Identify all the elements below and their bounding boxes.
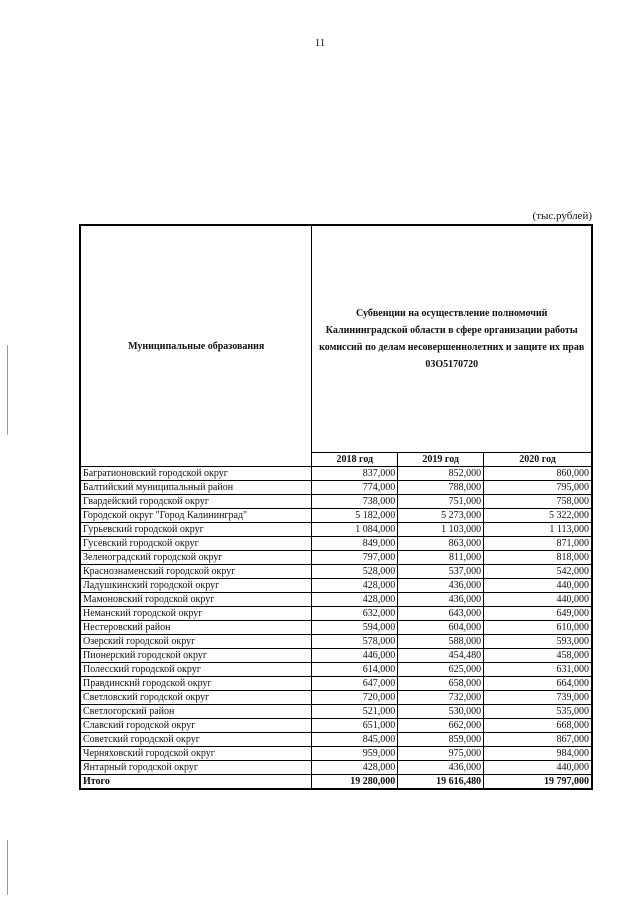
scan-artifact-left-lower xyxy=(7,840,8,895)
municipality-name: Мамоновский городской округ xyxy=(81,593,312,607)
value-2019: 436,000 xyxy=(398,593,484,607)
value-2020: 440,000 xyxy=(484,593,592,607)
total-row xyxy=(81,775,592,789)
value-2018: 837,000 xyxy=(312,467,398,481)
table-row xyxy=(81,481,592,495)
value-2020: 5 322,000 xyxy=(484,509,592,523)
year-header-2018: 2018 год xyxy=(312,453,398,467)
value-2019: 859,000 xyxy=(398,733,484,747)
municipality-name: Городской округ "Город Калининград" xyxy=(81,509,312,523)
total-label: Итого xyxy=(81,775,312,789)
table-row xyxy=(81,551,592,565)
table-row xyxy=(81,565,592,579)
municipality-name: Полесский городской округ xyxy=(81,663,312,677)
value-2018: 428,000 xyxy=(312,593,398,607)
value-2018: 959,000 xyxy=(312,747,398,761)
value-2019: 530,000 xyxy=(398,705,484,719)
table-body xyxy=(81,467,592,775)
value-2020: 440,000 xyxy=(484,761,592,775)
header-subvention: Субвенции на осуществление полномочий Калининградской области в сфере организации работы комиссий по делам несовершеннолетних и защите их прав 03О5170720 xyxy=(312,226,592,453)
value-2019: 625,000 xyxy=(398,663,484,677)
value-2020: 739,000 xyxy=(484,691,592,705)
total-2019: 19 616,480 xyxy=(398,775,484,789)
value-2020: 593,000 xyxy=(484,635,592,649)
table-row xyxy=(81,649,592,663)
value-2018: 849,000 xyxy=(312,537,398,551)
municipality-name: Ладушкинский городской округ xyxy=(81,579,312,593)
value-2018: 651,000 xyxy=(312,719,398,733)
value-2020: 984,000 xyxy=(484,747,592,761)
value-2018: 428,000 xyxy=(312,761,398,775)
value-2020: 610,000 xyxy=(484,621,592,635)
value-2018: 5 182,000 xyxy=(312,509,398,523)
value-2018: 446,000 xyxy=(312,649,398,663)
value-2019: 436,000 xyxy=(398,579,484,593)
value-2020: 542,000 xyxy=(484,565,592,579)
scan-artifact-left-upper xyxy=(7,345,8,435)
page-number: 11 xyxy=(314,37,326,49)
value-2019: 751,000 xyxy=(398,495,484,509)
value-2020: 867,000 xyxy=(484,733,592,747)
table-row xyxy=(81,733,592,747)
table-row xyxy=(81,523,592,537)
table-row xyxy=(81,663,592,677)
value-2020: 758,000 xyxy=(484,495,592,509)
value-2019: 436,000 xyxy=(398,761,484,775)
total-2020: 19 797,000 xyxy=(484,775,592,789)
municipality-name: Черняховский городской округ xyxy=(81,747,312,761)
value-2020: 631,000 xyxy=(484,663,592,677)
table-header-row xyxy=(81,226,592,453)
value-2018: 1 084,000 xyxy=(312,523,398,537)
value-2018: 528,000 xyxy=(312,565,398,579)
table-row xyxy=(81,691,592,705)
value-2018: 521,000 xyxy=(312,705,398,719)
value-2020: 668,000 xyxy=(484,719,592,733)
table-row xyxy=(81,747,592,761)
value-2019: 788,000 xyxy=(398,481,484,495)
year-header-2020: 2020 год xyxy=(484,453,592,467)
value-2018: 647,000 xyxy=(312,677,398,691)
value-2018: 594,000 xyxy=(312,621,398,635)
municipality-name: Светлогорский район xyxy=(81,705,312,719)
value-2019: 604,000 xyxy=(398,621,484,635)
value-2020: 1 113,000 xyxy=(484,523,592,537)
value-2019: 863,000 xyxy=(398,537,484,551)
table-row xyxy=(81,537,592,551)
table-row xyxy=(81,579,592,593)
municipality-name: Гусевский городской округ xyxy=(81,537,312,551)
table-row xyxy=(81,467,592,481)
value-2018: 578,000 xyxy=(312,635,398,649)
municipality-name: Советский городской округ xyxy=(81,733,312,747)
value-2020: 440,000 xyxy=(484,579,592,593)
value-2019: 588,000 xyxy=(398,635,484,649)
units-label: (тыс.рублей) xyxy=(532,210,592,222)
value-2018: 720,000 xyxy=(312,691,398,705)
total-2018: 19 280,000 xyxy=(312,775,398,789)
municipality-name: Краснознаменский городской округ xyxy=(81,565,312,579)
value-2018: 428,000 xyxy=(312,579,398,593)
municipality-name: Правдинский городской округ xyxy=(81,677,312,691)
table-row xyxy=(81,495,592,509)
year-header-2019: 2019 год xyxy=(398,453,484,467)
value-2018: 845,000 xyxy=(312,733,398,747)
value-2020: 871,000 xyxy=(484,537,592,551)
municipality-name: Гвардейский городской округ xyxy=(81,495,312,509)
value-2020: 818,000 xyxy=(484,551,592,565)
value-2019: 662,000 xyxy=(398,719,484,733)
value-2018: 797,000 xyxy=(312,551,398,565)
value-2018: 614,000 xyxy=(312,663,398,677)
value-2020: 795,000 xyxy=(484,481,592,495)
value-2018: 738,000 xyxy=(312,495,398,509)
municipality-name: Балтийский муниципальный район xyxy=(81,481,312,495)
table-row xyxy=(81,761,592,775)
table-row xyxy=(81,635,592,649)
value-2019: 1 103,000 xyxy=(398,523,484,537)
subvention-table xyxy=(80,225,592,789)
municipality-name: Озерский городской округ xyxy=(81,635,312,649)
value-2019: 811,000 xyxy=(398,551,484,565)
municipality-name: Нестеровский район xyxy=(81,621,312,635)
value-2020: 664,000 xyxy=(484,677,592,691)
table-row xyxy=(81,677,592,691)
value-2019: 975,000 xyxy=(398,747,484,761)
table-row xyxy=(81,593,592,607)
value-2019: 454,480 xyxy=(398,649,484,663)
municipality-name: Славский городской округ xyxy=(81,719,312,733)
municipality-name: Багратионовский городской округ xyxy=(81,467,312,481)
municipality-name: Неманский городской округ xyxy=(81,607,312,621)
value-2019: 658,000 xyxy=(398,677,484,691)
value-2019: 537,000 xyxy=(398,565,484,579)
header-municipalities: Муниципальные образования xyxy=(81,226,312,467)
value-2018: 774,000 xyxy=(312,481,398,495)
value-2019: 643,000 xyxy=(398,607,484,621)
value-2020: 458,000 xyxy=(484,649,592,663)
table-row xyxy=(81,509,592,523)
table-row xyxy=(81,621,592,635)
value-2018: 632,000 xyxy=(312,607,398,621)
value-2020: 649,000 xyxy=(484,607,592,621)
table-row xyxy=(81,705,592,719)
table-row xyxy=(81,607,592,621)
table-row xyxy=(81,719,592,733)
municipality-name: Светловский городской округ xyxy=(81,691,312,705)
value-2019: 732,000 xyxy=(398,691,484,705)
value-2020: 860,000 xyxy=(484,467,592,481)
municipality-name: Пионерский городской округ xyxy=(81,649,312,663)
municipality-name: Гурьевский городской округ xyxy=(81,523,312,537)
value-2019: 852,000 xyxy=(398,467,484,481)
value-2020: 535,000 xyxy=(484,705,592,719)
value-2019: 5 273,000 xyxy=(398,509,484,523)
municipality-name: Зеленоградский городской округ xyxy=(81,551,312,565)
municipality-name: Янтарный городской округ xyxy=(81,761,312,775)
